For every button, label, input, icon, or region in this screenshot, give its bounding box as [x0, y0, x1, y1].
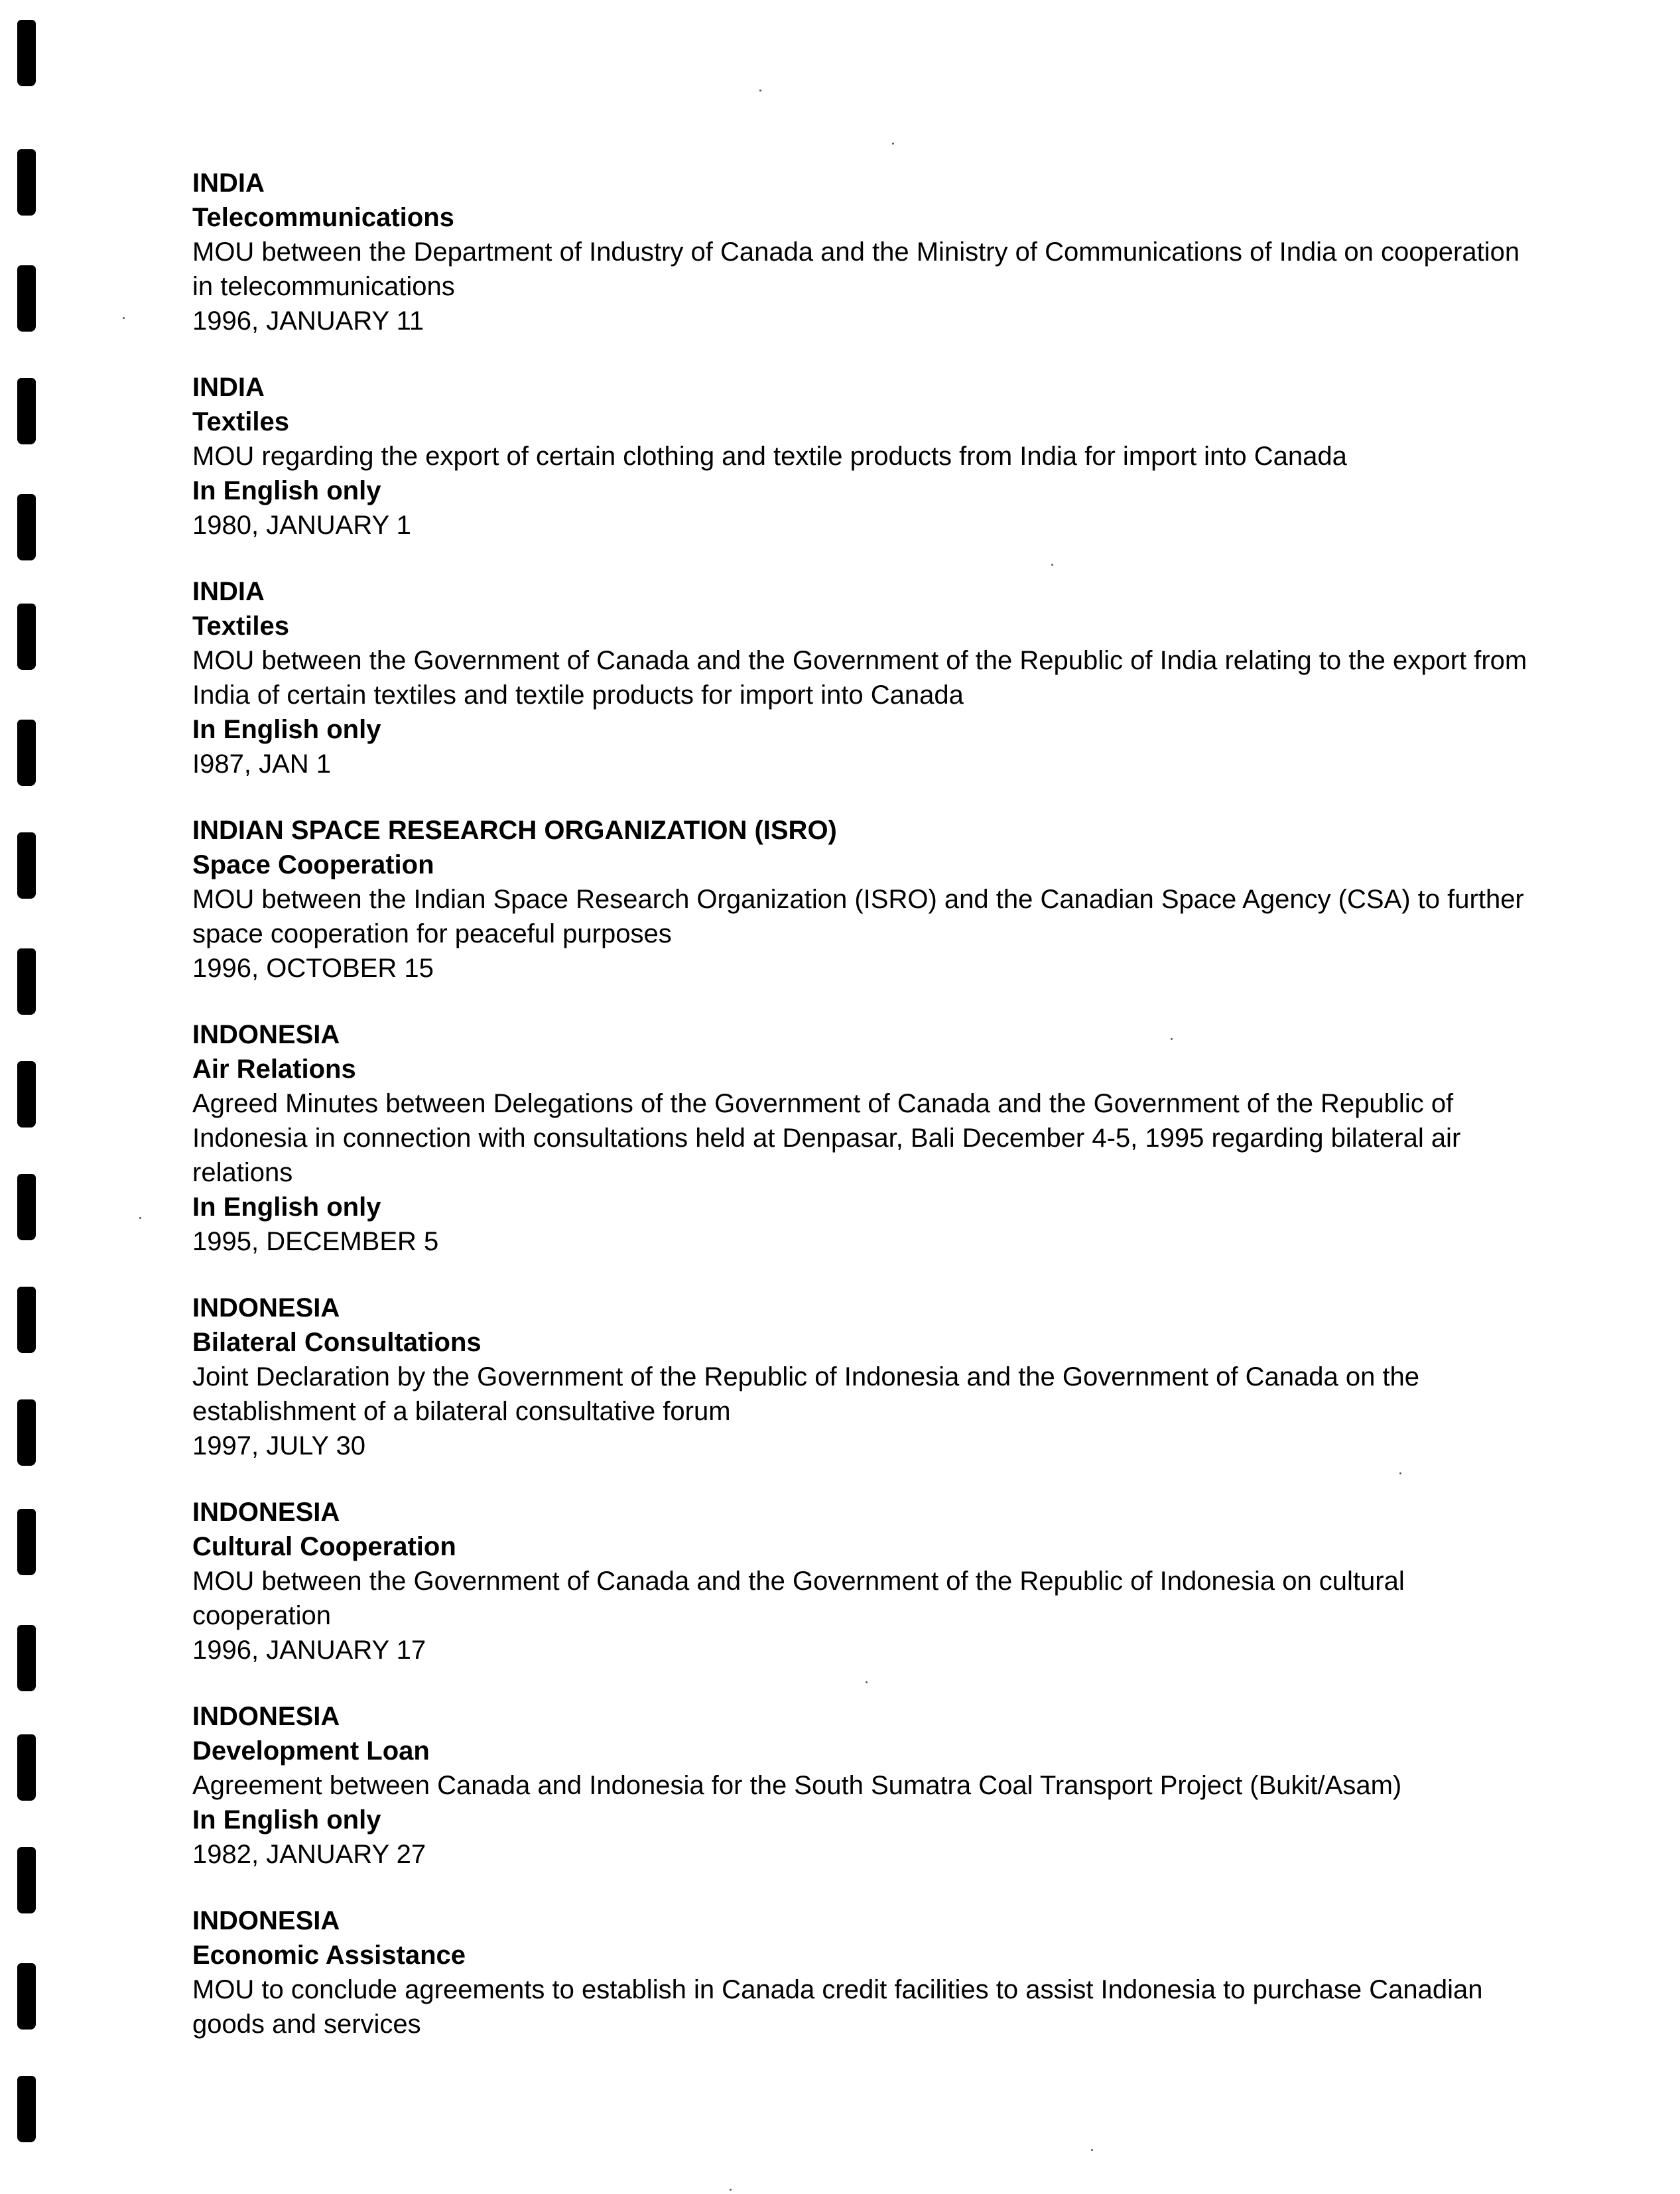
- binding-mark: [17, 265, 36, 332]
- language-note: In English only: [192, 1193, 381, 1222]
- entry-date: 1996, OCTOBER 15: [192, 954, 434, 983]
- entry-description: MOU between the Government of Canada and the Government of the Republic of Indonesia on cultural cooperation: [192, 1567, 1405, 1630]
- subject-heading: Bilateral Consultations: [192, 1328, 482, 1357]
- entry-date: 1996, JANUARY 17: [192, 1636, 426, 1665]
- subject-heading: Development Loan: [192, 1736, 430, 1766]
- subject-heading: Space Cooperation: [192, 850, 434, 879]
- scan-speck: [759, 90, 761, 92]
- treaty-entry: [192, 1495, 1545, 1667]
- scan-speck: [730, 2189, 732, 2191]
- entry-date: 1980, JANUARY 1: [192, 511, 411, 540]
- binding-mark: [17, 1847, 36, 1913]
- country-heading: INDONESIA: [192, 1702, 340, 1731]
- binding-mark: [17, 1287, 36, 1353]
- language-note: In English only: [192, 476, 381, 505]
- subject-heading: Textiles: [192, 612, 289, 641]
- scan-speck: [139, 1217, 141, 1219]
- entry-date: 1996, JANUARY 11: [192, 306, 424, 336]
- subject-heading: Air Relations: [192, 1055, 356, 1084]
- binding-mark: [17, 1174, 36, 1240]
- country-heading: INDIA: [192, 373, 265, 402]
- entry-description: MOU between the Indian Space Research Organization (ISRO) and the Canadian Space Agency (CSA) to further space cooperation for peaceful purposes: [192, 885, 1524, 948]
- binding-mark: [17, 720, 36, 786]
- binding-marks: [12, 0, 52, 2194]
- binding-mark: [17, 604, 36, 670]
- treaty-list: [192, 166, 1545, 2073]
- binding-mark: [17, 948, 36, 1015]
- treaty-entry: [192, 1291, 1545, 1463]
- binding-mark: [17, 378, 36, 444]
- treaty-entry: [192, 574, 1545, 781]
- entry-description: MOU regarding the export of certain clothing and textile products from India for import into Canada: [192, 442, 1347, 471]
- subject-heading: Cultural Cooperation: [192, 1532, 456, 1561]
- treaty-entry: [192, 1017, 1545, 1259]
- entry-description: Agreement between Canada and Indonesia for the South Sumatra Coal Transport Project (Bukit/Asam): [192, 1771, 1402, 1800]
- scan-speck: [892, 143, 894, 145]
- entry-description: MOU between the Government of Canada and the Government of the Republic of India relating to the export from India of certain textiles and textile products for import into Canada: [192, 646, 1527, 710]
- binding-mark: [17, 1963, 36, 2030]
- treaty-entry: [192, 1699, 1545, 1872]
- entry-date: 1997, JULY 30: [192, 1431, 365, 1460]
- binding-mark: [17, 1509, 36, 1575]
- binding-mark: [17, 149, 36, 216]
- country-heading: INDONESIA: [192, 1293, 340, 1323]
- binding-mark: [17, 20, 36, 86]
- subject-heading: Telecommunications: [192, 203, 454, 232]
- scan-speck: [123, 317, 125, 319]
- subject-heading: Economic Assistance: [192, 1941, 466, 1970]
- binding-mark: [17, 1734, 36, 1801]
- entry-date: 1995, DECEMBER 5: [192, 1227, 439, 1256]
- binding-mark: [17, 1061, 36, 1128]
- entry-description: Joint Declaration by the Government of the Republic of Indonesia and the Government of Canada on the establishment of a bilateral consultative forum: [192, 1362, 1420, 1426]
- country-heading: INDONESIA: [192, 1020, 340, 1049]
- language-note: In English only: [192, 715, 381, 744]
- binding-mark: [17, 1625, 36, 1691]
- country-heading: INDIA: [192, 168, 265, 198]
- subject-heading: Textiles: [192, 407, 289, 436]
- binding-mark: [17, 2076, 36, 2142]
- country-heading: INDONESIA: [192, 1906, 340, 1935]
- entry-date: 1982, JANUARY 27: [192, 1840, 426, 1869]
- treaty-entry: [192, 813, 1545, 986]
- binding-mark: [17, 1399, 36, 1466]
- entry-description: Agreed Minutes between Delegations of the Government of Canada and the Government of the Republic of Indonesia in connection with consultations held at Denpasar, Bali December 4-5, 1995 regarding bilateral air relations: [192, 1089, 1461, 1187]
- binding-mark: [17, 494, 36, 560]
- country-heading: INDIAN SPACE RESEARCH ORGANIZATION (ISRO): [192, 816, 837, 845]
- country-heading: INDONESIA: [192, 1498, 340, 1527]
- treaty-entry: [192, 166, 1545, 338]
- treaty-entry: [192, 370, 1545, 543]
- treaty-entry: [192, 1904, 1545, 2041]
- scan-speck: [1091, 2149, 1093, 2151]
- entry-date: I987, JAN 1: [192, 749, 332, 779]
- entry-description: MOU between the Department of Industry of Canada and the Ministry of Communications of India on cooperation in telecommunications: [192, 237, 1520, 301]
- language-note: In English only: [192, 1805, 381, 1835]
- entry-description: MOU to conclude agreements to establish in Canada credit facilities to assist Indonesia to purchase Canadian goods and services: [192, 1975, 1483, 2039]
- binding-mark: [17, 832, 36, 899]
- country-heading: INDIA: [192, 577, 265, 606]
